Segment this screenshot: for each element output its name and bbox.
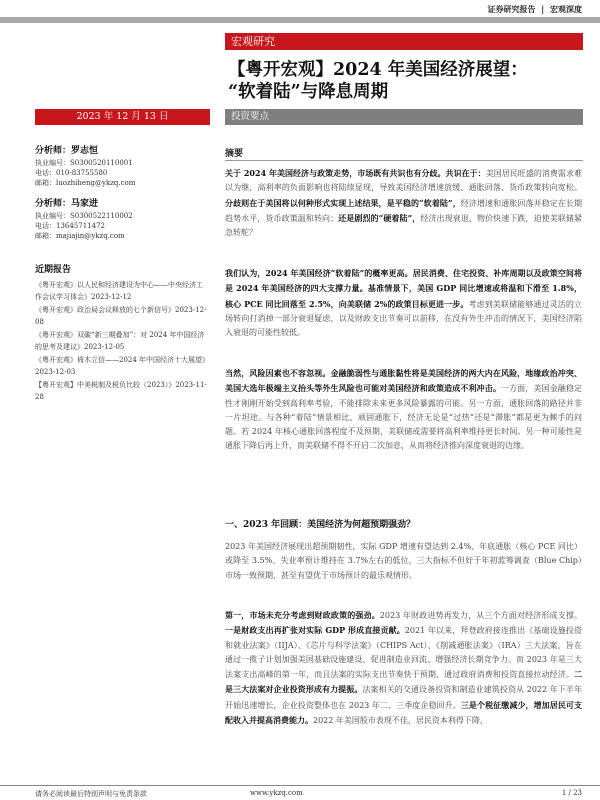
- body-text: 2022 年美国股市表现不佳，居民资本利得下降，: [313, 716, 488, 726]
- bold-text: 第一，市场未充分考虑到财政政策的强劲。: [225, 610, 380, 620]
- body-text: 美国居民旺盛的消费需求难以为继，高利率的负面影响也将陆续显现，导致美国经济增速放缓、通胀回落、货币政策转向宽松。: [225, 169, 582, 193]
- analyst-name: 分析师：罗志恒: [35, 146, 99, 156]
- abstract-label: 摘要: [225, 149, 244, 159]
- analyst-license: 执业编号：S0300520110001: [35, 159, 133, 167]
- body-text: 经济出现衰退、物价快速下跌，迫使美联储紧急转舵？: [225, 213, 583, 238]
- analyst-license: 执业编号：S0300522110002: [35, 212, 133, 220]
- report-type: 证券研究报告: [487, 4, 536, 14]
- body-text: 2023 年财政进势再发力，从三个方面对经济形成支撑。: [379, 611, 582, 620]
- footer-disclaimer[interactable]: 请务必阅读最后特别声明与免责条款: [35, 790, 147, 798]
- bold-text: 三是个税征缴减少，增加居民可支配收入并提高消费能力。: [225, 699, 582, 726]
- analyst-email[interactable]: 邮箱：majiajin@ykzq.com: [35, 232, 125, 240]
- footer-website[interactable]: www.ykzq.com: [250, 789, 303, 797]
- report-title: [228, 59, 588, 103]
- recent-report-link[interactable]: 【粤开宏观】中美税制及税负比较（2023）》2023-11-28: [35, 381, 207, 401]
- bold-text: 当然，风险因素也不容忽视。金融脆弱性与通胀黏性将是美国经济的两大内在风险，地缘政治冲突、美国大选年极端主义抬头等外生风险也可能对美国经济和政策造成不利冲击。: [225, 368, 582, 394]
- abstract-rule: [225, 160, 583, 161]
- body-paragraph-4: 2023 年美国经济展现出超预期韧性，实际 GDP 增速有望达到 2.4%、年底通胀（核心 PCE 同比）或降至 3.5%、失业率预计维持在 3.7%左右的低位，三大指标不但好于年初蓝筹调查（Blue Chip）市场一致预期，甚至有望优于市场预计的最乐观情形。: [225, 542, 582, 580]
- recent-report-link[interactable]: 《粤开宏观》政治局会议释放的七个新信号》2023-12-08: [35, 306, 207, 326]
- bold-text: 关于 2024 年美国经济与政策走势，市场既有共识也有分歧。共识在于：: [225, 168, 486, 178]
- bold-text: 还是剧烈的“硬着陆”，: [338, 212, 421, 223]
- report-category: 宏观深度: [550, 4, 582, 14]
- recent-report-link[interactable]: 《粤开宏观》倚木立信——2024 年中国经济十大展望》2023-12-03: [35, 356, 206, 376]
- body-text: 经济增速和通胀回落并稳定在长期趋势水平，货币政策温和转向；: [225, 198, 583, 223]
- section-heading: 一、2023 年回顾：美国经济为何超预期强劲？: [225, 520, 416, 530]
- bold-text: 一是财政支出再扩张对实际 GDP 形成直接贡献。: [225, 625, 405, 636]
- recent-report-link[interactable]: 《粤开宏观》以人民和经济建设为中心——中央经济工作会议学习体会》2023-12-12: [35, 281, 203, 301]
- footer-rule: [0, 785, 600, 786]
- analyst-name: 分析师：马家进: [35, 199, 99, 209]
- recent-report-link[interactable]: 《粤开宏观》双碳“新三期叠加”：对 2024 年中国经济的思考及建议》2023-12-05: [35, 331, 205, 351]
- analyst-phone: 电话：010-83755580: [35, 169, 108, 177]
- analyst-card: [35, 199, 133, 241]
- abstract-paragraph-2: [225, 266, 582, 340]
- analyst-email[interactable]: 邮箱：luozhiheng@ykzq.com: [35, 179, 136, 187]
- analyst-phone: 电话：13645711472: [35, 222, 105, 230]
- footer-page-number: 1 / 23: [561, 789, 582, 797]
- body-text: 2021 年以来，拜登政府接连推出《基础设施投资和就业法案》（IIJA）、《芯片与科学法案》（CHIPS Act）、《削减通胀法案》（IRA）三大法案，旨在通过一揽子计划加强美国基础设施建设、促进制造业回流、增强经济长期竞争力。而 2023 年是三大法案支出高峰的第一年，而且法案的实际支出节奏快于预期，通过政府消费和投资直接拉动经济。: [225, 626, 582, 680]
- section-tag: 宏观研究: [225, 33, 583, 50]
- abstract-paragraph-1: [225, 166, 582, 240]
- body-paragraph-5: [225, 608, 582, 728]
- bold-text: 我们认为，2024 年美国经济“软着陆”的概率更高。居民消费、住宅投资、补库周期以及政策空间将是 2024 年美国经济的四大支撑力量。基准情景下，美国 GDP 同比增速或将温和下滑至 1.8%，核心 PCE 同比回落至 2.5%，向美联储 2%的政策目标更进一步。: [225, 268, 582, 309]
- report-header: [487, 4, 582, 15]
- body-text: 考虑到美联储能够通过灵活的立场转向打消掉一部分衰退疑虑，以及财政支出节奏可以前移，在没有外生冲击的情况下，美国经济陷入衰退的可能性较低。: [225, 299, 583, 338]
- recent-reports-title: 近期报告: [35, 265, 72, 275]
- analyst-card: [35, 146, 135, 188]
- bold-text: 分歧则在于美国将以何种形式实现上述结果，是平稳的“软着陆”，: [225, 197, 461, 208]
- title-line-1: 【粤开宏观】2024 年美国经济展望：: [228, 60, 528, 80]
- title-line-2: “软着陆”与降息周期: [228, 82, 389, 102]
- bold-text: 二是三大法案对企业投资形成有力提振。: [225, 669, 582, 695]
- header-separator: |: [541, 4, 545, 14]
- abstract-paragraph-3: [225, 366, 582, 454]
- header-rule: [0, 17, 600, 23]
- summary-bar: 投资要点: [225, 109, 583, 125]
- body-text: 一方面，美国金融稳定性才刚刚开始受到高利率考验，不能排除未来更多风险暴露的可能。另一方面，通胀回落的路径并非一片坦途。与各种“着陆”情景相比，顽固通胀下，经济无论是“过热”还是“滞胀”都是更为棘手的问题。若 2024 年核心通胀回落程度不及预期，美联储或需要将高利率维持更长时间。另一种可能性是通胀下降后再上升，而美联储不得不开启二次加息，从而将经济推向深度衰退的边缘。: [225, 384, 582, 451]
- report-date: 2023 年 12 月 13 日: [35, 109, 210, 125]
- recent-reports-list: [35, 280, 207, 405]
- body-text: 法案相关的交通设备投资和制造业建筑投资从 2022 年下半年开始迅速增长，企业投资整体也在 2023 年二、三季度企稳回升。: [225, 685, 582, 710]
